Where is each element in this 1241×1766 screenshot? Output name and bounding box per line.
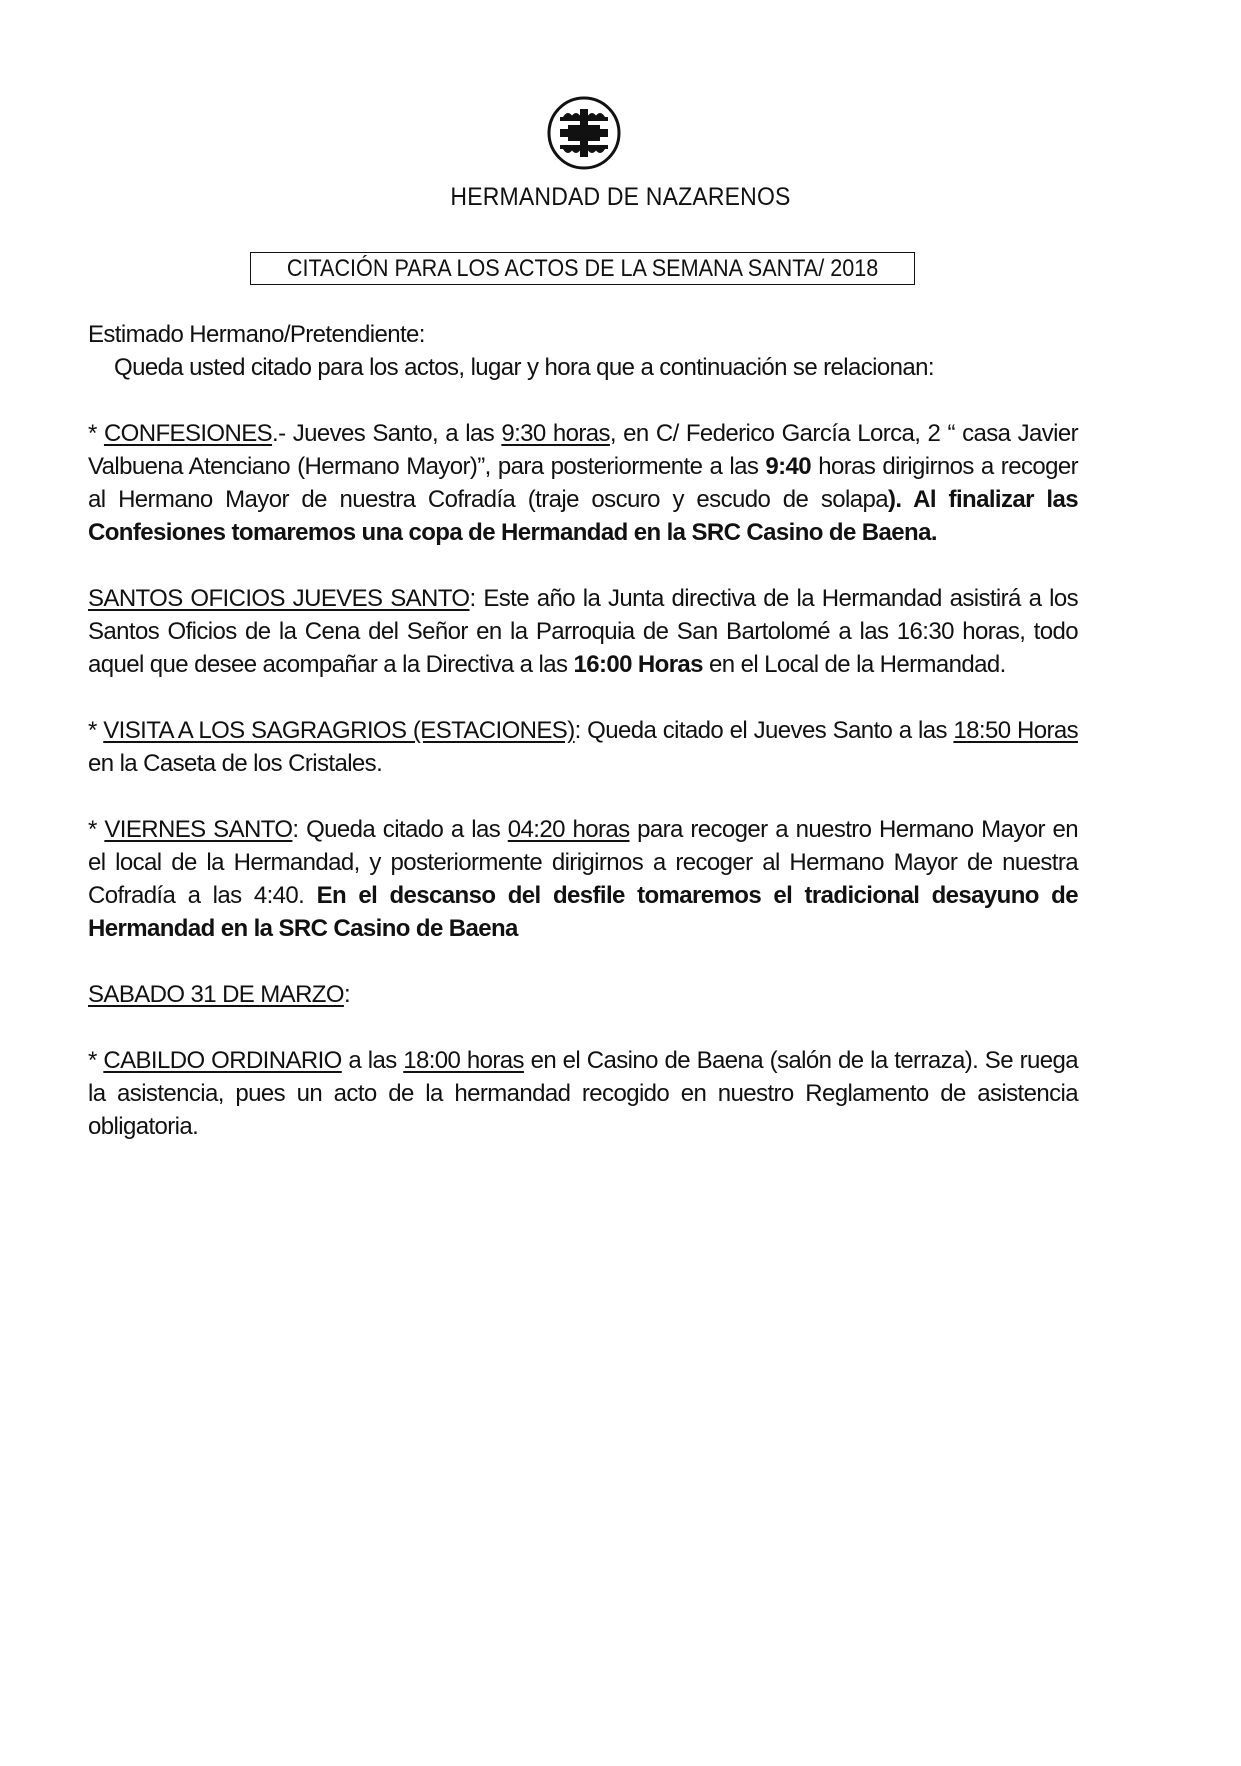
organization-name: HERMANDAD DE NAZARENOS <box>450 183 791 211</box>
viernes-time: 04:20 horas <box>507 816 630 843</box>
santos-oficios-time: 16:00 Horas <box>573 651 703 678</box>
section-viernes: * VIERNES SANTO: Queda citado a las 04:20 horas para recoger a nuestro Hermano Mayor en el local de la Hermandad, y posteriormente dirigirnos a recoger al Hermano Mayor de nuestra Cofradía a las 4:40. En el descanso del desfile tomaremos el tradicional desayuno de Hermandad en la SRC Casino de Baena <box>88 816 1078 942</box>
cabildo-time: 18:00 horas <box>403 1047 524 1074</box>
document-title <box>250 252 915 285</box>
section-confesiones: * CONFESIONES.- Jueves Santo, a las 9:30 horas, en C/ Federico García Lorca, 2 “ casa Javier Valbuena Atenciano (Hermano Mayor)”, para posteriormente a las 9:40 horas dirigirnos a recoger al Hermano Mayor de nuestra Cofradía (traje oscuro y escudo de solapa). Al finalizar las Confesiones tomaremos una copa de Hermandad en la SRC Casino de Baena. <box>88 420 1078 546</box>
confesiones-heading: CONFESIONES <box>103 420 273 447</box>
sabado-heading: SABADO 31 DE MARZO <box>88 981 344 1008</box>
section-cabildo: * CABILDO ORDINARIO a las 18:00 horas en el Casino de Baena (salón de la terraza). Se ruega la asistencia, pues un acto de la hermandad recogido en nuestro Reglamento de asistencia obligatoria. <box>88 1047 1078 1140</box>
viernes-heading: VIERNES SANTO <box>104 816 293 843</box>
confesiones-time: 9:30 horas <box>501 420 610 447</box>
intro-text: Queda usted citado para los actos, lugar y hora que a continuación se relacionan: <box>114 354 934 381</box>
cross-emblem-icon <box>546 95 622 171</box>
section-visita: * VISITA A LOS SAGRAGRIOS (ESTACIONES): Queda citado el Jueves Santo a las 18:50 Horas en la Caseta de los Cristales. <box>88 717 1078 777</box>
document-body <box>88 318 1078 1143</box>
santos-oficios-heading: SANTOS OFICIOS JUEVES SANTO <box>88 585 470 612</box>
greeting: Estimado Hermano/Pretendiente: <box>88 321 425 348</box>
visita-heading: VISITA A LOS SAGRAGRIOS (ESTACIONES) <box>103 717 575 744</box>
visita-time: 18:50 Horas <box>953 717 1078 744</box>
section-santos-oficios: SANTOS OFICIOS JUEVES SANTO: Este año la Junta directiva de la Hermandad asistirá a los Santos Oficios de la Cena del Señor en la Parroquia de San Bartolomé a las 16:30 horas, todo aquel que desee acompañar a la Directiva a las 16:00 Horas en el Local de la Hermandad. <box>88 585 1078 678</box>
section-sabado: SABADO 31 DE MARZO: <box>88 981 351 1008</box>
cabildo-heading: CABILDO ORDINARIO <box>103 1047 342 1074</box>
document-title-text: CITACIÓN PARA LOS ACTOS DE LA SEMANA SANTA/ 2018 <box>286 254 879 282</box>
